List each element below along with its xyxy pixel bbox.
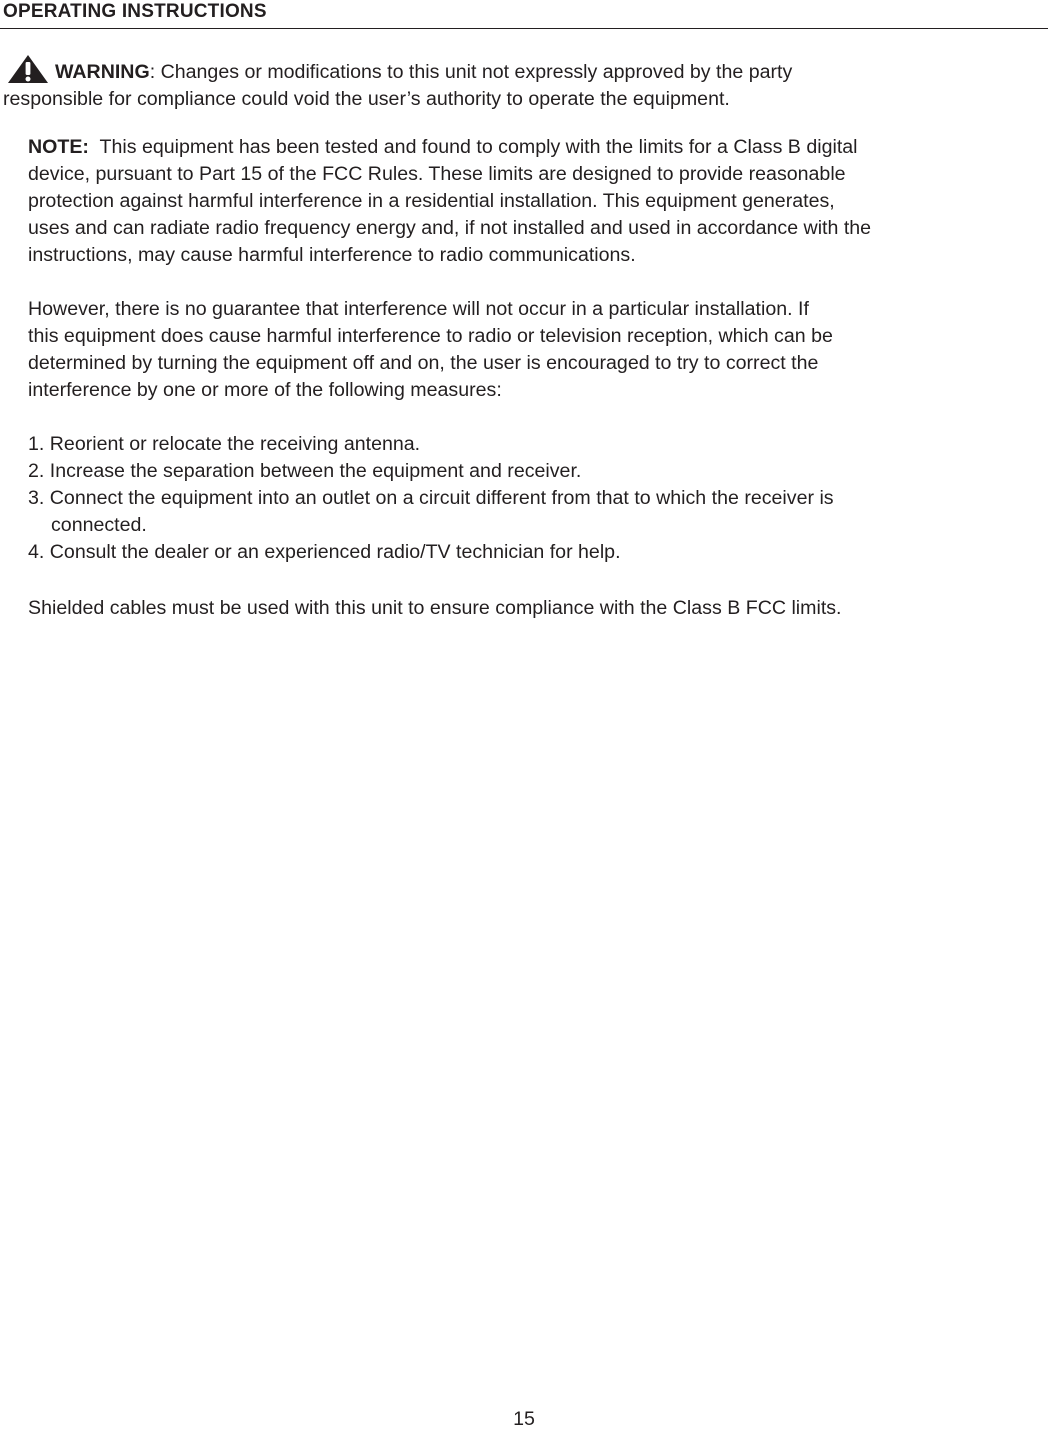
however-line: interference by one or more of the following measures: [28,379,502,401]
note-text: This equipment has been tested and found to comply with the limits for a Class B digital [88,136,858,158]
note-label: NOTE: [28,136,89,158]
note-line: device, pursuant to Part 15 of the FCC Rules. These limits are designed to provide reasonable [28,163,846,185]
page-header [0,0,1048,29]
warning-line-1 [3,54,1043,86]
list-item: 4. Consult the dealer or an experienced radio/TV technician for help. [28,541,621,563]
measures-list [28,431,1043,566]
however-line: However, there is no guarantee that interference will not occur in a particular installation. If [28,298,809,320]
list-item-continuation: connected. [51,514,147,536]
page-number: 15 [513,1408,535,1430]
page-title: OPERATING INSTRUCTIONS [3,1,267,22]
list-item: 2. Increase the separation between the equipment and receiver. [28,460,582,482]
note-line: instructions, may cause harmful interference to radio communications. [28,244,636,266]
however-paragraph [28,296,1043,404]
note-paragraph [28,134,1043,269]
note-line: protection against harmful interference in a residential installation. This equipment generates, [28,190,835,212]
note-line [28,134,1043,161]
warning-line-2: responsible for compliance could void the user’s authority to operate the equipment. [3,88,730,110]
warning-block [3,54,1043,113]
warning-text-1: : Changes or modifications to this unit not expressly approved by the party [149,61,793,83]
warning-label: WARNING [55,61,150,83]
list-item: 3. Connect the equipment into an outlet on a circuit different from that to which the receiver is [28,487,834,509]
however-line: determined by turning the equipment off and on, the user is encouraged to try to correct the [28,352,819,374]
shielded-cables-text: Shielded cables must be used with this unit to ensure compliance with the Class B FCC limits. [28,597,842,619]
shielded-cables-paragraph [28,595,1043,622]
warning-triangle-icon [7,54,49,84]
note-line: uses and can radiate radio frequency energy and, if not installed and used in accordance with the [28,217,872,239]
list-item: 1. Reorient or relocate the receiving antenna. [28,433,421,455]
however-line: this equipment does cause harmful interference to radio or television reception, which can be [28,325,833,347]
